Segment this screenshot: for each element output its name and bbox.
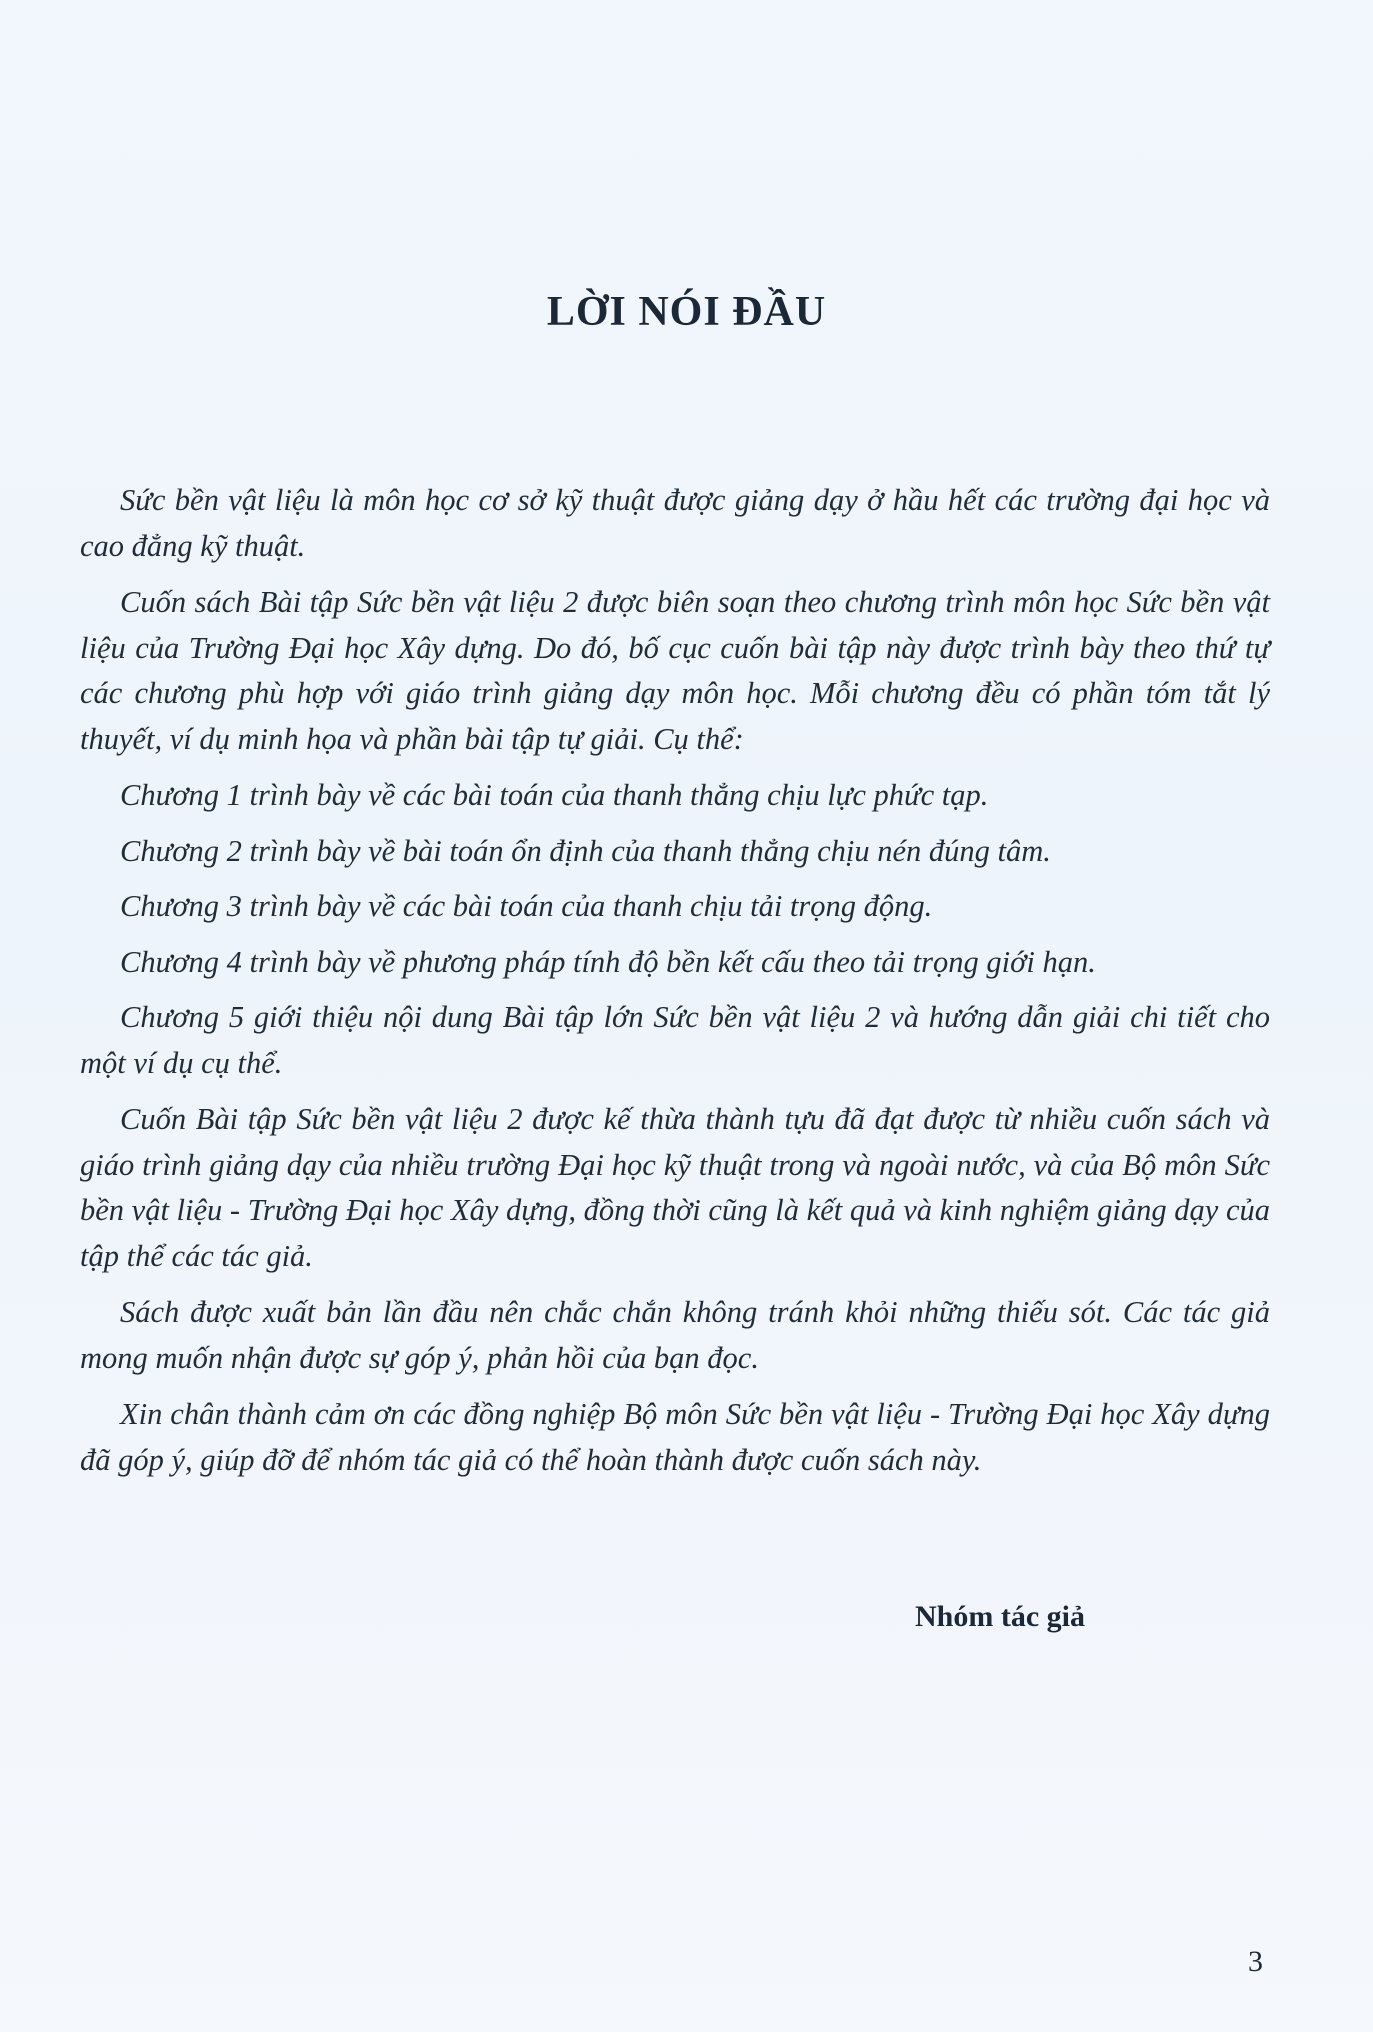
paragraph-chapter-4: Chương 4 trình bày về phương pháp tính độ bền kết cấu theo tải trọng giới hạn. <box>120 944 1096 979</box>
paragraph-thanks: Xin chân thành cảm ơn các đồng nghiệp Bộ môn Sức bền vật liệu - Trường Đại học Xây dựng đã góp ý, giúp đỡ để nhóm tác giả có thể hoàn thành được cuốn sách này. <box>80 1397 1270 1477</box>
preface-body <box>80 478 1270 1494</box>
author-signature: Nhóm tác giả <box>915 1600 1085 1633</box>
paragraph-chapter-2: Chương 2 trình bày về bài toán ổn định của thanh thẳng chịu nén đúng tâm. <box>120 833 1051 868</box>
page-number: 3 <box>1248 1945 1263 1978</box>
page-title: LỜI NÓI ĐẦU <box>546 289 827 335</box>
paragraph-book-structure: Cuốn sách Bài tập Sức bền vật liệu 2 được biên soạn theo chương trình môn học Sức bền vật liệu của Trường Đại học Xây dựng. Do đó, bố cục cuốn bài tập này được trình bày theo thứ tự các chương phù hợp với giáo trình giảng dạy môn học. Mỗi chương đều có phần tóm tắt lý thuyết, ví dụ minh họa và phần bài tập tự giải. Cụ thể: <box>80 585 1270 756</box>
paragraph-feedback: Sách được xuất bản lần đầu nên chắc chắn không tránh khỏi những thiếu sót. Các tác giả mong muốn nhận được sự góp ý, phản hồi của bạn đọc. <box>80 1295 1270 1375</box>
paragraph-sources: Cuốn Bài tập Sức bền vật liệu 2 được kế thừa thành tựu đã đạt được từ nhiều cuốn sách và giáo trình giảng dạy của nhiều trường Đại học kỹ thuật trong và ngoài nước, và của Bộ môn Sức bền vật liệu - Trường Đại học Xây dựng, đồng thời cũng là kết quả và kinh nghiệm giảng dạy của tập thể các tác giả. <box>80 1102 1270 1273</box>
paragraph-chapter-5: Chương 5 giới thiệu nội dung Bài tập lớn Sức bền vật liệu 2 và hướng dẫn giải chi tiết cho một ví dụ cụ thể. <box>80 1000 1270 1080</box>
paragraph-chapter-3: Chương 3 trình bày về các bài toán của thanh chịu tải trọng động. <box>120 889 933 923</box>
paragraph-intro: Sức bền vật liệu là môn học cơ sở kỹ thuật được giảng dạy ở hầu hết các trường đại học và cao đẳng kỹ thuật. <box>80 483 1270 563</box>
paragraph-chapter-1: Chương 1 trình bày về các bài toán của thanh thẳng chịu lực phức tạp. <box>120 778 989 812</box>
